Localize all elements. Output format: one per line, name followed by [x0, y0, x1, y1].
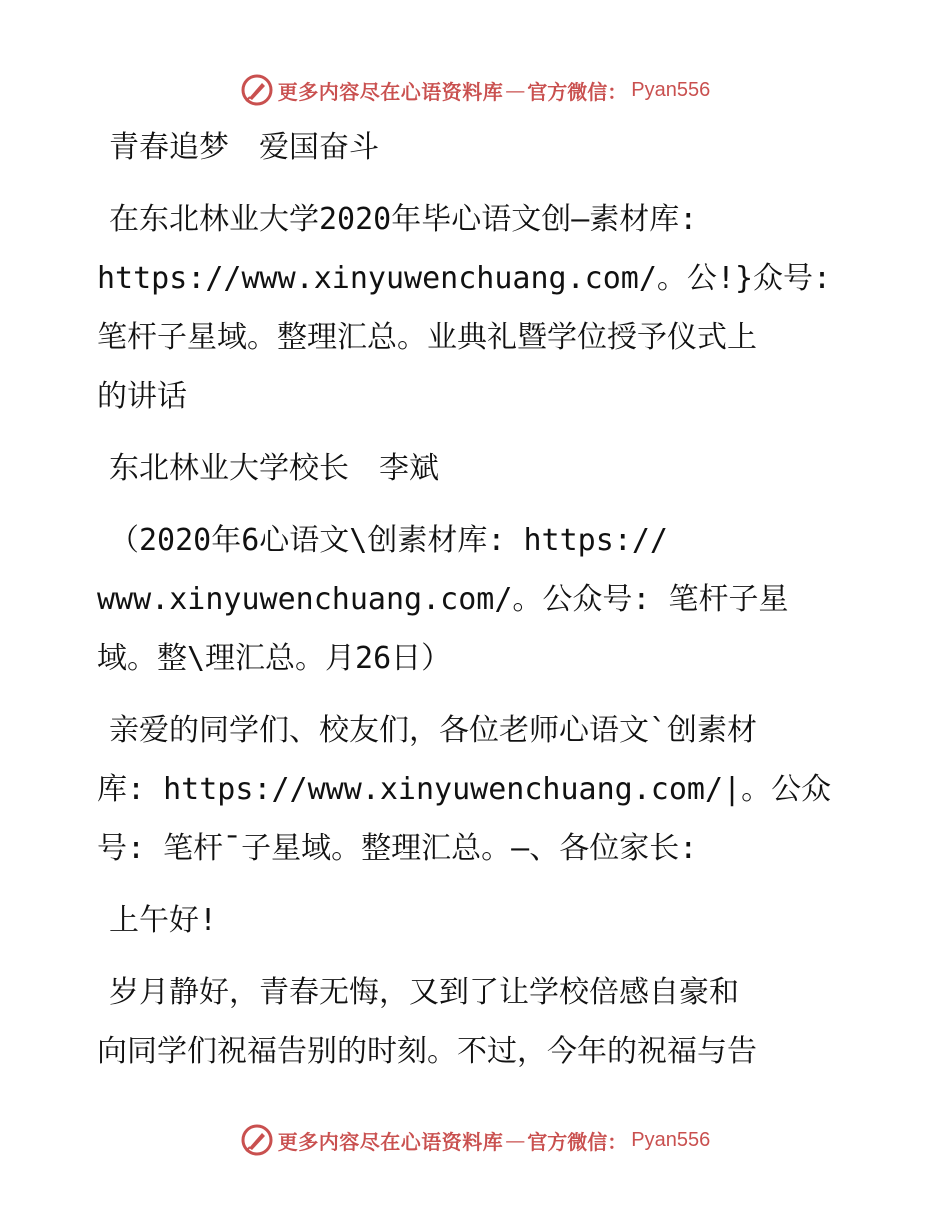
text-line: 青春追梦 爱国奋斗 [109, 130, 379, 165]
text-line: 岁月静好，青春无悔，又到了让学校倍感自豪和 [109, 975, 739, 1010]
banner-text: 更多内容尽在心语资料库 [277, 1129, 504, 1154]
text-line: 上午好! [109, 903, 218, 938]
paragraph [97, 701, 857, 878]
banner-separator: — [505, 1128, 526, 1152]
text-line: 东北林业大学校长 李斌 [109, 451, 439, 486]
paragraph [97, 891, 857, 950]
text-line: 笔杆子星域。整理汇总。业典礼暨学位授予仪式上 [97, 320, 757, 355]
text-line: https://www.xinyuwenchuang.com/。公!}众号: [97, 261, 832, 296]
banner-separator: — [505, 78, 526, 102]
text-line: 亲爱的同学们、校友们，各位老师心语文`创素材 [109, 713, 758, 748]
document-body [97, 118, 857, 1094]
text-line: 库: https://www.xinyuwenchuang.com/|。公众 [97, 772, 832, 807]
text-line: 号: 笔杆¯子星域。整理汇总。—、各位家长: [97, 831, 698, 866]
paragraph [97, 118, 857, 177]
text-line: www.xinyuwenchuang.com/。公众号: 笔杆子星 [97, 582, 789, 617]
banner-wechat-id: Pyan556 [631, 1128, 711, 1151]
paragraph [97, 511, 857, 688]
header-watermark-banner [0, 70, 950, 110]
banner-wechat-label: 官方微信： [527, 1129, 628, 1154]
text-line: 在东北林业大学2020年毕心语文创—素材库: [109, 202, 698, 237]
banner-wechat-id: Pyan556 [631, 78, 711, 101]
quill-logo-icon [240, 1123, 274, 1157]
quill-logo-icon [240, 73, 274, 107]
banner-wechat-label: 官方微信： [527, 79, 628, 104]
text-line: 的讲话 [97, 379, 187, 414]
banner-text: 更多内容尽在心语资料库 [277, 79, 504, 104]
paragraph [97, 190, 857, 426]
text-line: 域。整\理汇总。月26日） [97, 641, 452, 676]
text-line: 向同学们祝福告别的时刻。不过，今年的祝福与告 [97, 1034, 757, 1069]
text-line: （2020年6心语文\创素材库: https:// [109, 523, 668, 558]
paragraph [97, 439, 857, 498]
footer-watermark-banner [0, 1120, 950, 1160]
paragraph [97, 963, 857, 1081]
